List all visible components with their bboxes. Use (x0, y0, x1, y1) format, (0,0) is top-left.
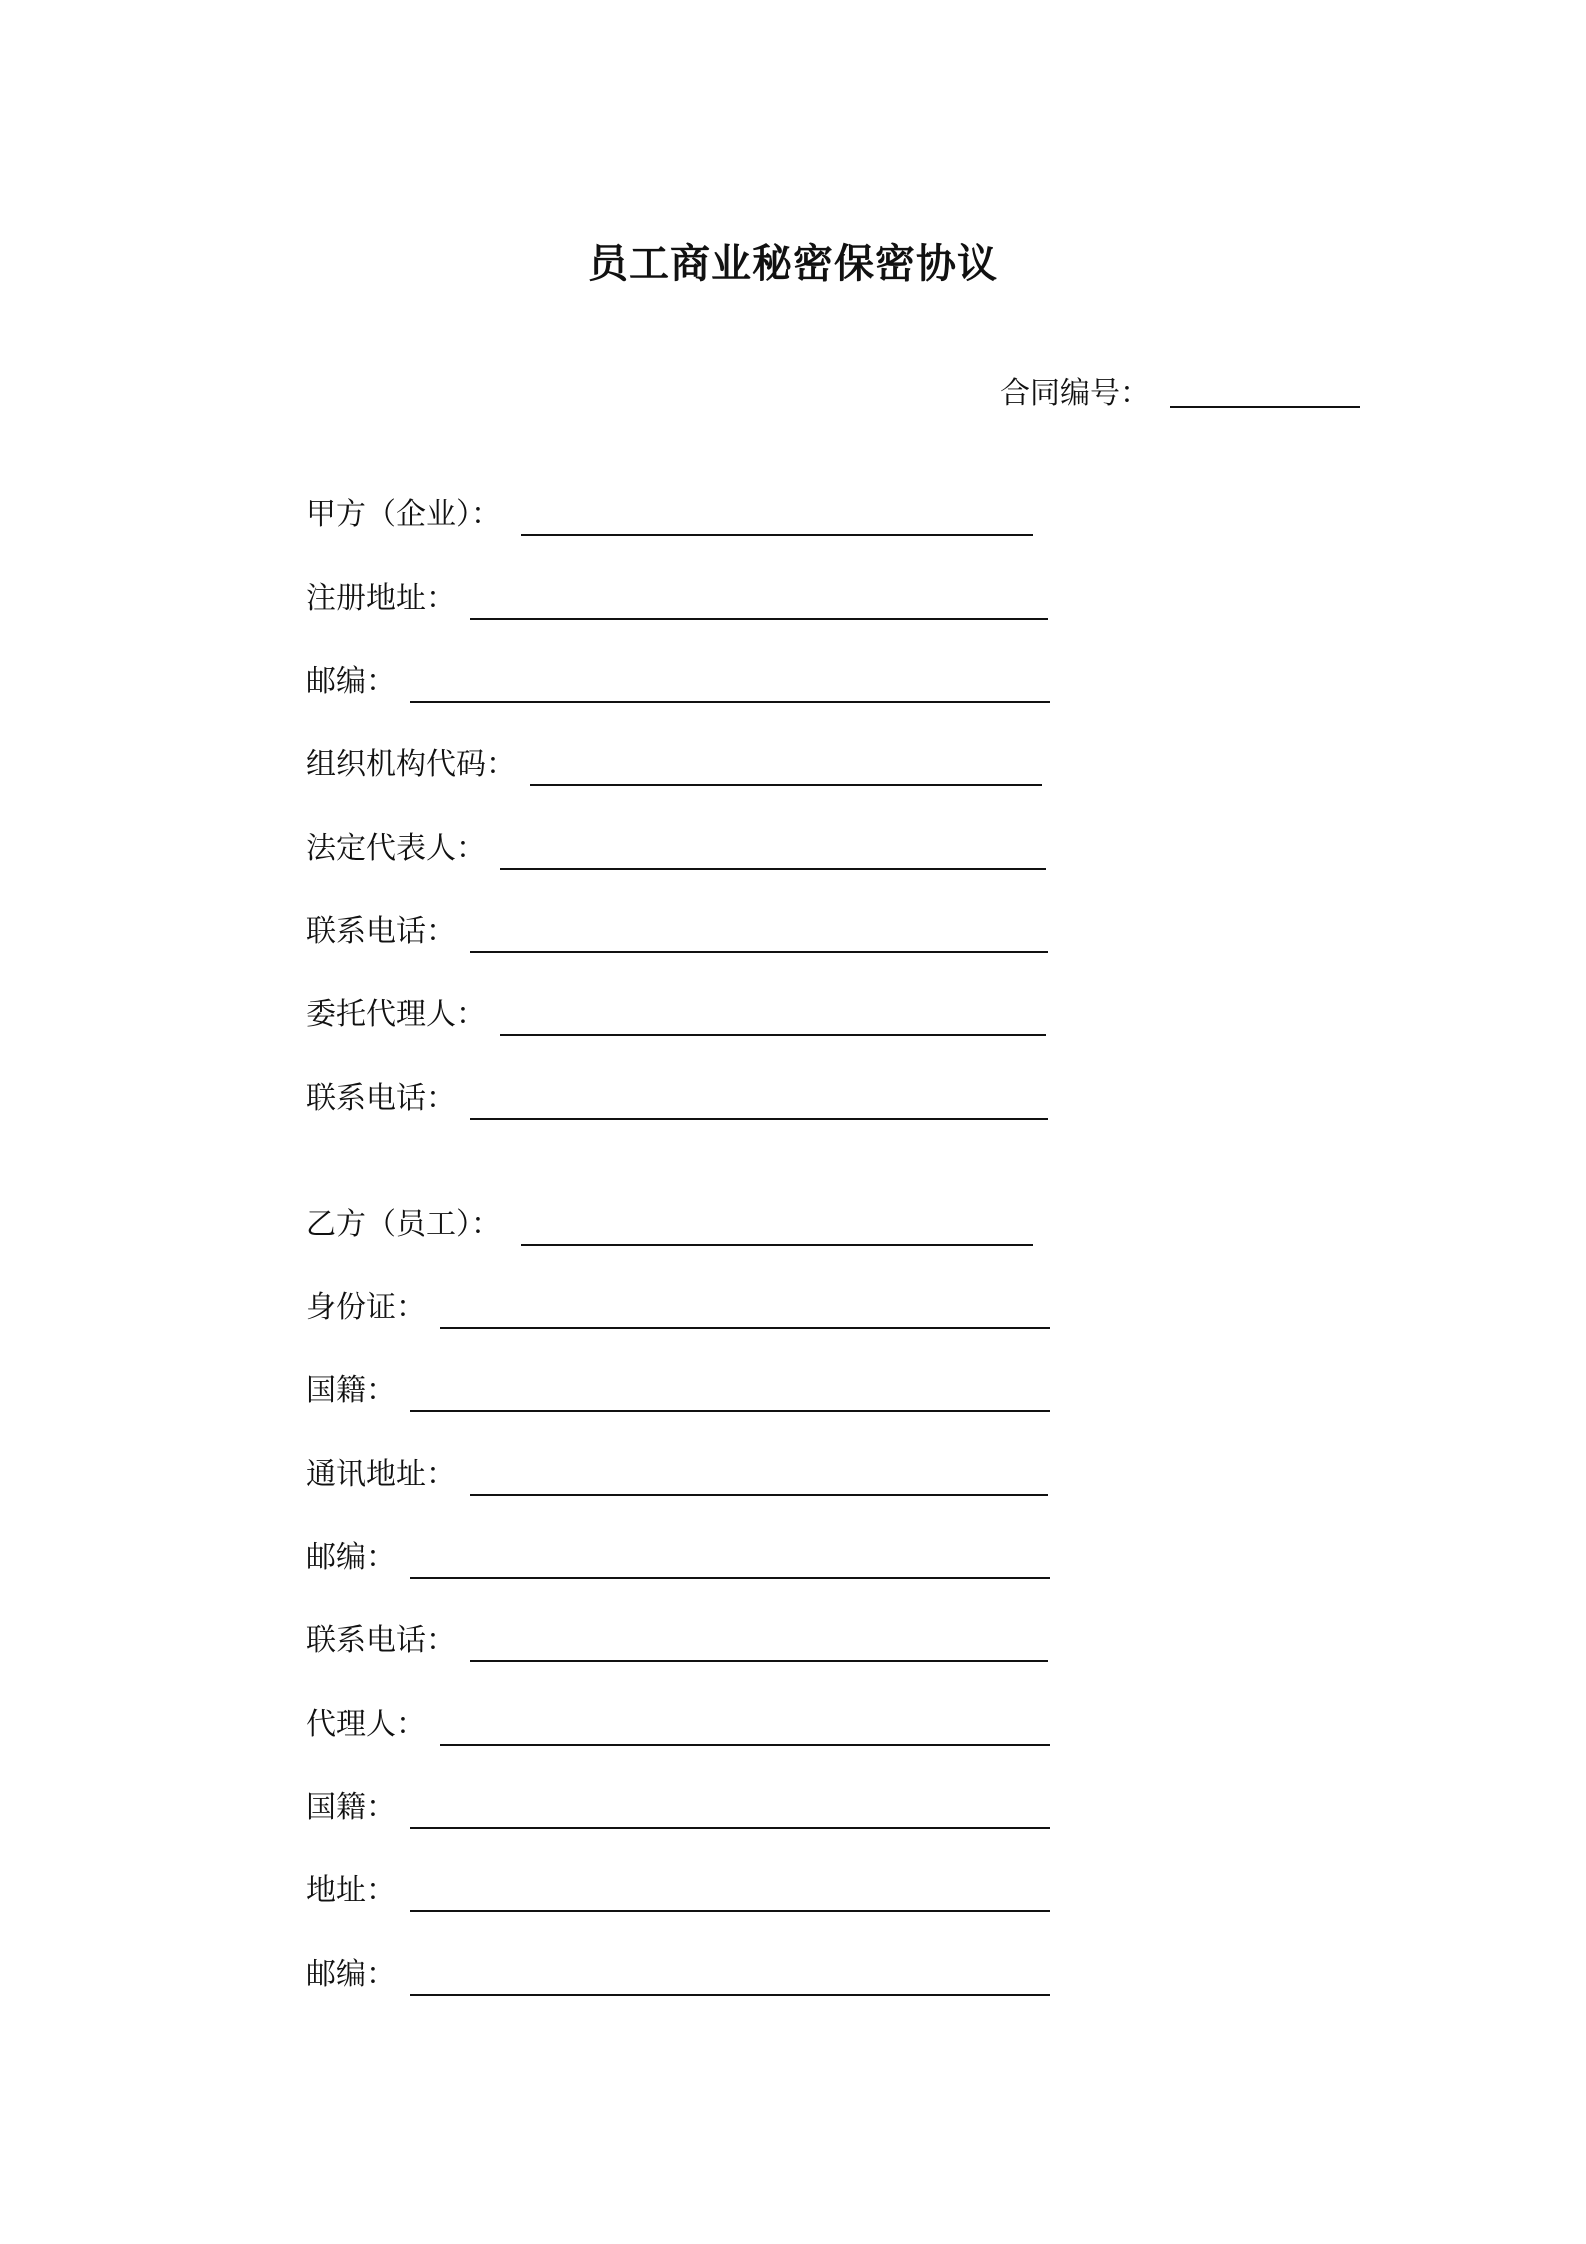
party-a-legal-rep-blank[interactable] (500, 868, 1046, 870)
document-title: 员工商业秘密保密协议 (588, 241, 998, 287)
party-b-agent-nationality-blank[interactable] (410, 1827, 1050, 1829)
contract-number-row (1000, 366, 1360, 412)
party-b-postcode-blank[interactable] (410, 1577, 1050, 1579)
party-b-agent-postcode-row (306, 1950, 1050, 1996)
party-b-agent-blank[interactable] (440, 1744, 1050, 1746)
party-a-legal-rep-label: 法定代表人： (306, 831, 486, 866)
party-b-agent-postcode-label: 邮编： (306, 1957, 396, 1992)
party-a-phone-blank[interactable] (470, 951, 1048, 953)
party-a-phone-label: 联系电话： (306, 914, 456, 949)
party-b-phone-blank[interactable] (470, 1660, 1048, 1662)
contract-number-label: 合同编号： (1000, 376, 1150, 411)
party-b-nationality-blank[interactable] (410, 1410, 1050, 1412)
party-a-postcode-row (306, 657, 1050, 703)
party-b-address-label: 通讯地址： (306, 1457, 456, 1492)
party-b-agent-nationality-row (306, 1783, 1050, 1829)
party-a-address-blank[interactable] (470, 618, 1048, 620)
party-a-postcode-blank[interactable] (410, 701, 1050, 703)
party-a-org-code-label: 组织机构代码： (306, 747, 516, 782)
party-b-agent-row (306, 1700, 1050, 1746)
party-a-agent-row (306, 990, 1046, 1036)
party-b-agent-address-row (306, 1866, 1050, 1912)
party-b-postcode-label: 邮编： (306, 1540, 396, 1575)
party-b-agent-nationality-label: 国籍： (306, 1790, 396, 1825)
party-b-id-label: 身份证： (306, 1290, 426, 1325)
party-a-agent-phone-row (306, 1074, 1048, 1120)
party-a-agent-phone-blank[interactable] (470, 1118, 1048, 1120)
party-b-name-blank[interactable] (521, 1244, 1033, 1246)
party-a-org-code-blank[interactable] (530, 784, 1042, 786)
party-a-agent-phone-label: 联系电话： (306, 1081, 456, 1116)
party-b-nationality-row (306, 1366, 1050, 1412)
party-b-agent-label: 代理人： (306, 1707, 426, 1742)
party-a-name-row (306, 490, 1033, 536)
party-a-name-label: 甲方（企业）： (306, 497, 501, 532)
party-b-agent-address-blank[interactable] (410, 1910, 1050, 1912)
party-b-postcode-row (306, 1533, 1050, 1579)
party-b-phone-row (306, 1616, 1048, 1662)
party-b-agent-postcode-blank[interactable] (410, 1994, 1050, 1996)
party-a-address-row (306, 574, 1048, 620)
party-a-org-code-row (306, 740, 1042, 786)
party-b-nationality-label: 国籍： (306, 1373, 396, 1408)
party-b-phone-label: 联系电话： (306, 1623, 456, 1658)
party-a-address-label: 注册地址： (306, 581, 456, 616)
party-a-agent-blank[interactable] (500, 1034, 1046, 1036)
party-a-postcode-label: 邮编： (306, 664, 396, 699)
party-a-name-blank[interactable] (521, 534, 1033, 536)
contract-number-blank[interactable] (1170, 406, 1360, 408)
party-a-phone-row (306, 907, 1048, 953)
party-b-address-blank[interactable] (470, 1494, 1048, 1496)
party-b-id-row (306, 1283, 1050, 1329)
party-b-id-blank[interactable] (440, 1327, 1050, 1329)
party-b-name-label: 乙方（员工）： (306, 1207, 501, 1242)
party-b-agent-address-label: 地址： (306, 1873, 396, 1908)
party-b-name-row (306, 1200, 1033, 1246)
party-b-address-row (306, 1450, 1048, 1496)
party-a-legal-rep-row (306, 824, 1046, 870)
party-a-agent-label: 委托代理人： (306, 997, 486, 1032)
